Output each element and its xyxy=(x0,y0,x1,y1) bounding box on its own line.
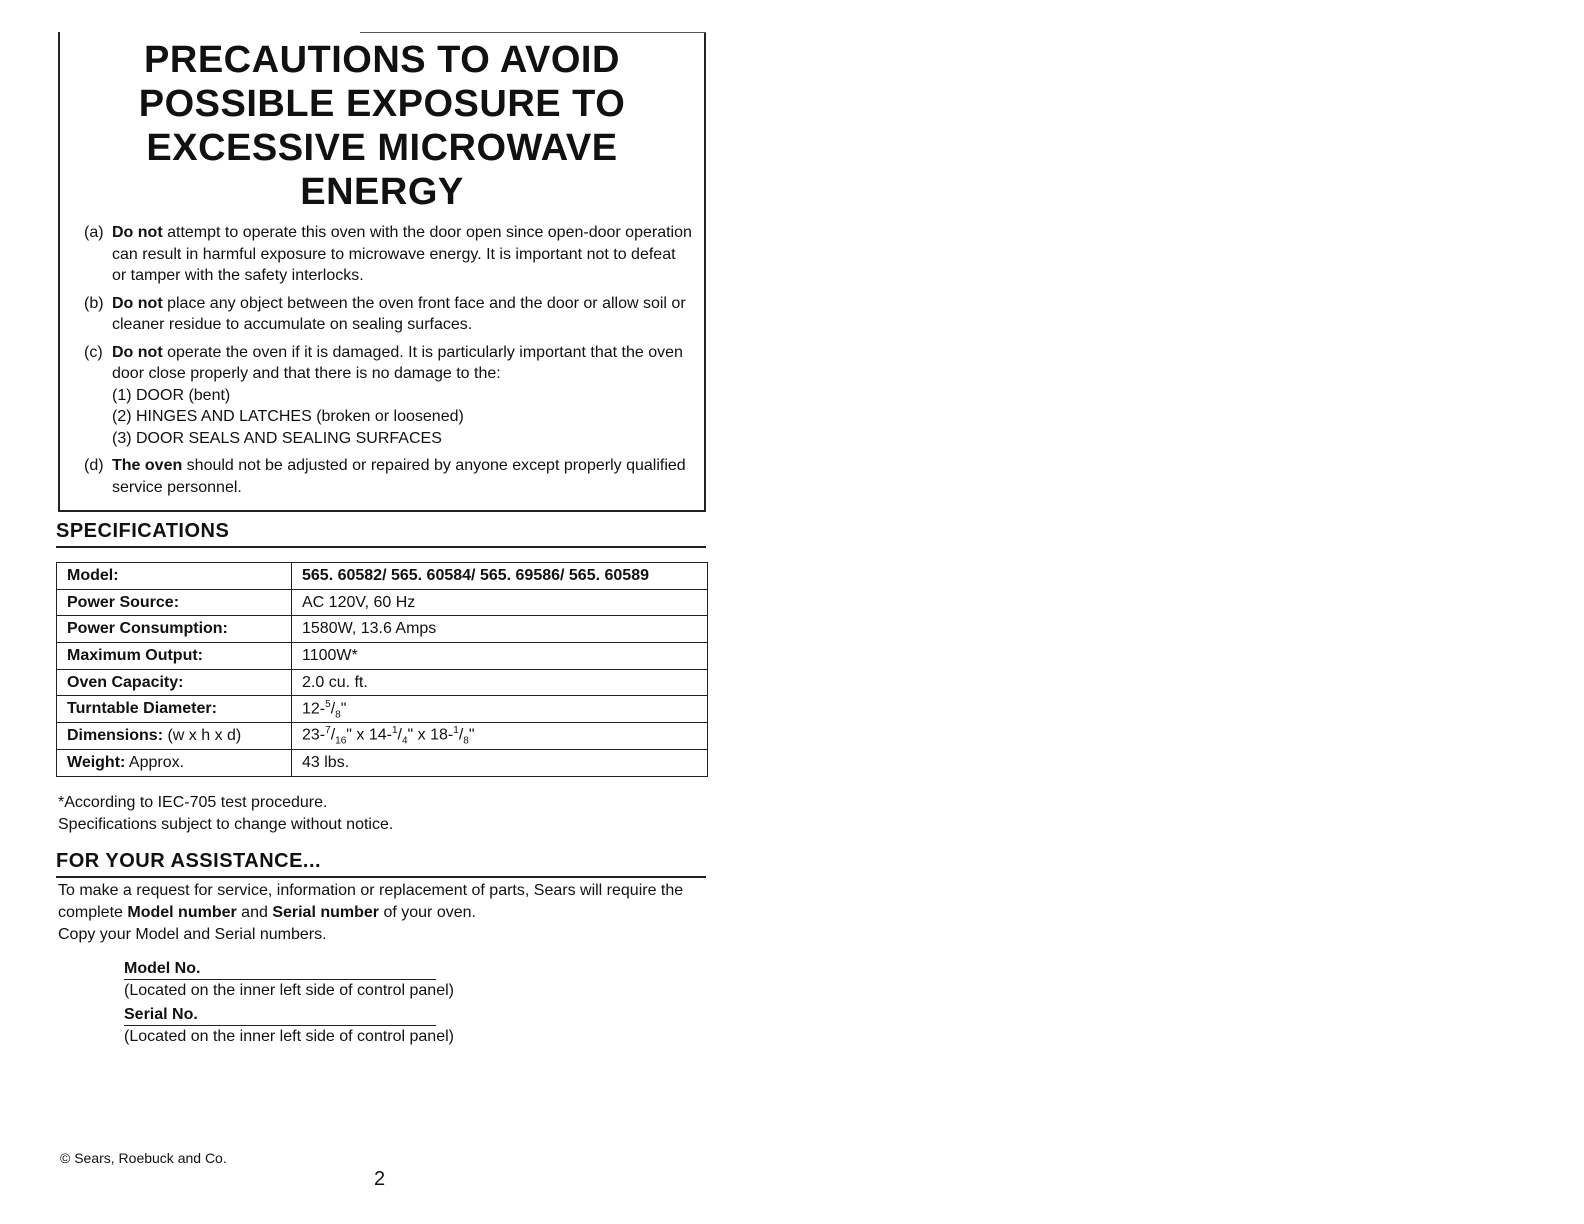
page-number: 2 xyxy=(374,1168,386,1190)
model-location-note: (Located on the inner left side of control panel) xyxy=(124,982,454,999)
spec-value: 1100W* xyxy=(292,643,708,670)
item-label: (b) xyxy=(84,294,104,312)
item-text: operate the oven if it is damaged. It is particularly important that the oven door close properly and that there is no damage to the: xyxy=(112,343,683,382)
item-label: (d) xyxy=(84,457,104,474)
spec-value: $12-^5/_8$" xyxy=(292,696,708,723)
spec-key-extra: (w x h x d) xyxy=(163,726,242,744)
table-row xyxy=(57,563,708,590)
copy-instruction: Copy your Model and Serial numbers. xyxy=(58,926,327,943)
text-run: To make a request for service, information or replacement of parts, Sears will require the complete xyxy=(58,882,684,921)
precaution-item-b xyxy=(84,293,694,336)
title-line: EXCESSIVE MICROWAVE xyxy=(146,127,618,169)
spec-key: Model: xyxy=(57,563,292,590)
fraction-denominator: 4 xyxy=(401,735,408,747)
spec-key xyxy=(57,723,292,750)
precaution-item-d xyxy=(84,455,694,498)
model-no-label: Model No. xyxy=(124,958,436,980)
fraction-denominator: 8 xyxy=(335,709,341,721)
spec-notes xyxy=(58,792,393,835)
fraction-denominator: 16 xyxy=(335,735,347,747)
precautions-box-top-border xyxy=(360,32,706,33)
spec-value: 1580W, 13.6 Amps xyxy=(292,616,708,643)
text-bold: Serial number xyxy=(272,904,380,921)
spec-value: $23-^7/_{16}$" x $14-^1/_4$" x $18-^1/_8$" xyxy=(292,723,708,750)
specifications-table xyxy=(56,562,708,777)
damage-subitem: (3) DOOR SEALS AND SEALING SURFACES xyxy=(112,429,442,447)
model-number-field xyxy=(124,958,494,1001)
note-change: Specifications subject to change without notice. xyxy=(58,815,394,833)
assistance-paragraph xyxy=(58,880,708,924)
spec-value: 2.0 cu. ft. xyxy=(292,669,708,696)
spec-key-extra: Approx. xyxy=(125,753,185,771)
table-row xyxy=(57,589,708,616)
spec-key: Turntable Diameter: xyxy=(57,696,292,723)
text-run: of your oven. xyxy=(379,904,476,921)
value-prefix: 12- xyxy=(302,699,326,717)
spec-key xyxy=(57,749,292,776)
value-suffix: " xyxy=(340,699,347,717)
damage-subitem: (2) HINGES AND LATCHES (broken or loosened) xyxy=(112,408,464,425)
assistance-text xyxy=(58,880,708,946)
text-run: and xyxy=(236,904,273,921)
copyright: © Sears, Roebuck and Co. xyxy=(60,1150,227,1166)
item-text: should not be adjusted or repaired by anyone except properly qualified service personnel. xyxy=(112,457,686,496)
spec-key: Oven Capacity: xyxy=(57,669,292,696)
precaution-item-c xyxy=(84,342,694,450)
table-row xyxy=(57,723,708,750)
serial-no-label: Serial No. xyxy=(124,1004,436,1026)
item-bold-lead: Do not xyxy=(112,294,163,312)
fraction-numerator: 1 xyxy=(391,725,398,737)
table-row xyxy=(57,669,708,696)
spec-value: 565. 60582/ 565. 60584/ 565. 69586/ 565. 60589 xyxy=(292,563,708,590)
fraction-numerator: 1 xyxy=(453,725,459,737)
fraction-denominator: 8 xyxy=(463,735,469,747)
spec-key: Power Consumption: xyxy=(57,616,292,643)
spec-key-label: Weight: xyxy=(67,753,126,771)
dim-part: 23- xyxy=(302,726,326,744)
title-line: POSSIBLE EXPOSURE TO xyxy=(138,83,626,125)
dim-part: " xyxy=(468,726,475,744)
serial-location-note: (Located on the inner left side of control panel) xyxy=(124,1028,454,1045)
item-label: (a) xyxy=(84,224,104,241)
spec-value: 43 lbs. xyxy=(292,749,708,776)
precautions-list xyxy=(84,222,694,504)
item-text: place any object between the oven front face and the door or allow soil or cleaner residue to accumulate on sealing surfaces. xyxy=(112,294,686,333)
title-line: PRECAUTIONS TO AVOID xyxy=(144,39,620,81)
spec-value: AC 120V, 60 Hz xyxy=(292,589,708,616)
fraction-numerator: 7 xyxy=(325,725,331,737)
dim-part: " x 18- xyxy=(407,726,454,744)
item-bold-lead: Do not xyxy=(112,224,163,241)
table-row xyxy=(57,749,708,776)
table-row xyxy=(57,616,708,643)
precaution-item-a xyxy=(84,222,694,287)
table-row xyxy=(57,696,708,723)
text-bold: Model number xyxy=(127,904,237,921)
item-text: attempt to operate this oven with the door open since open-door operation can result in harmful exposure to microwave energy. It is important not to defeat or tamper with the safety interlocks. xyxy=(112,224,692,284)
item-bold-lead: The oven xyxy=(112,457,183,474)
spec-key: Power Source: xyxy=(57,589,292,616)
title-line: ENERGY xyxy=(300,171,464,213)
dim-part: " x 14- xyxy=(346,726,392,744)
item-label: (c) xyxy=(84,343,103,361)
fraction-numerator: 5 xyxy=(325,698,331,710)
precautions-title xyxy=(58,38,706,214)
spec-key: Maximum Output: xyxy=(57,643,292,670)
damage-subitem: (1) DOOR (bent) xyxy=(112,386,231,404)
spec-key-label: Dimensions: xyxy=(67,726,164,744)
serial-number-field xyxy=(124,1004,494,1047)
assistance-heading: FOR YOUR ASSISTANCE... xyxy=(56,850,706,878)
note-iec: *According to IEC-705 test procedure. xyxy=(58,794,328,811)
item-bold-lead: Do not xyxy=(112,343,163,361)
specifications-heading: SPECIFICATIONS xyxy=(56,520,706,548)
table-row xyxy=(57,643,708,670)
